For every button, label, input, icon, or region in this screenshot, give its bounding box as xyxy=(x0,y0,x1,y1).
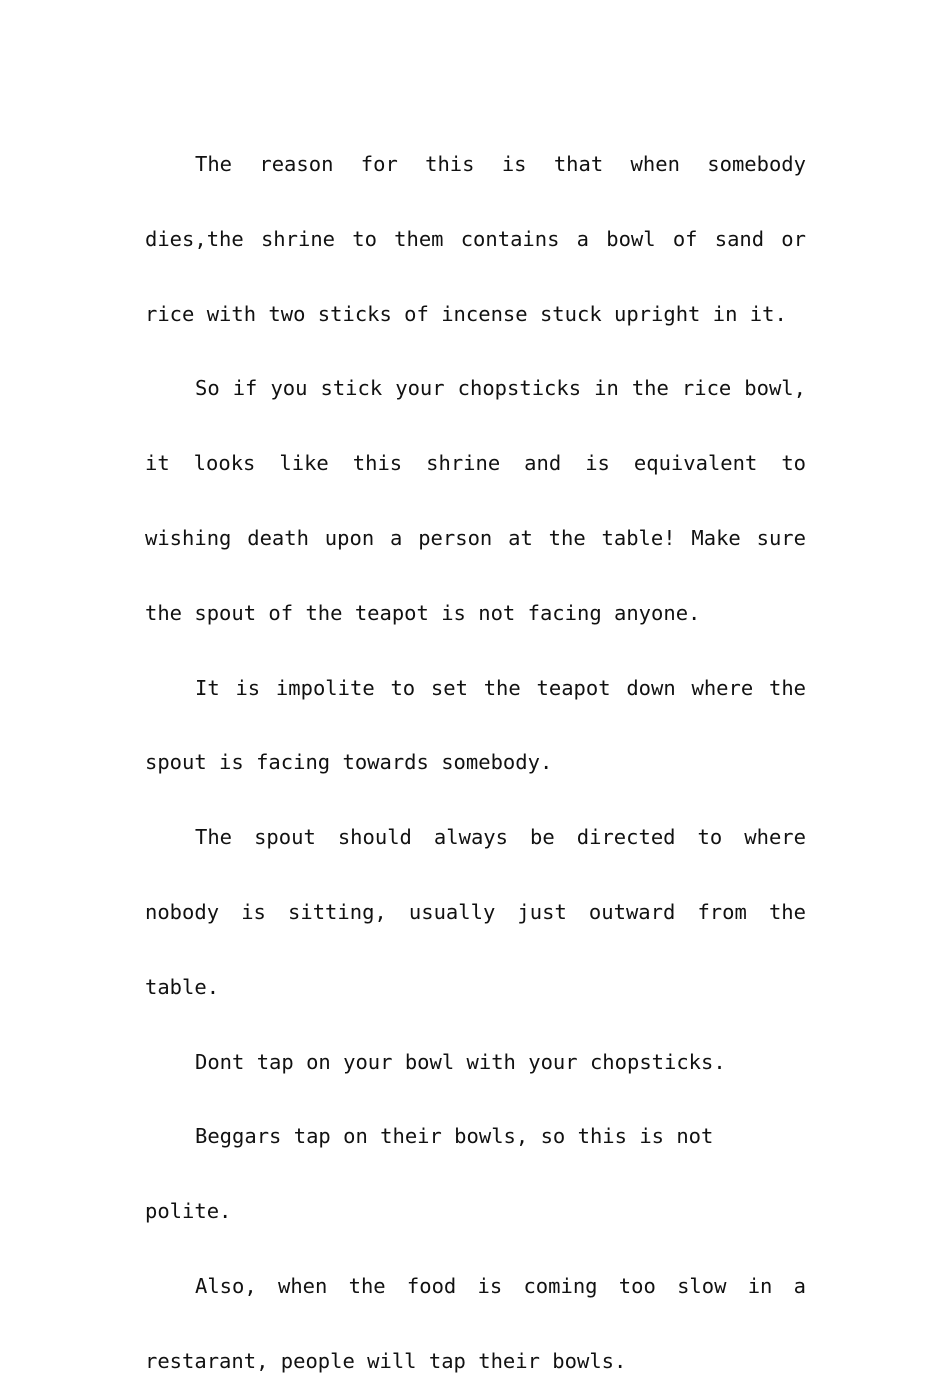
paragraph-spout-direction: The spout should always be directed to where nobody is sitting, usually just outward from the table. xyxy=(145,825,806,999)
paragraph-beggars: Beggars tap on their bowls, so this is not polite. xyxy=(145,1124,714,1224)
paragraph-food-slow: Also, when the food is coming too slow in a restarant, people will tap their bowls. xyxy=(145,1273,806,1373)
document-body xyxy=(145,127,806,1399)
paragraph-shrine-reason: The reason for this is that when somebody dies,the shrine to them contains a bowl of sand or rice with two sticks of incense stuck upright in it. xyxy=(145,152,806,326)
paragraph-chopsticks-in-bowl: So if you stick your chopsticks in the rice bowl, it looks like this shrine and is equivalent to wishing death upon a person at the table! Make sure the spout of the teapot is not facing anyone. xyxy=(145,376,806,625)
paragraph-dont-tap: Dont tap on your bowl with your chopsticks. xyxy=(195,1049,726,1074)
paragraph-teapot-impolite: It is impolite to set the teapot down where the spout is facing towards somebody. xyxy=(145,675,806,775)
